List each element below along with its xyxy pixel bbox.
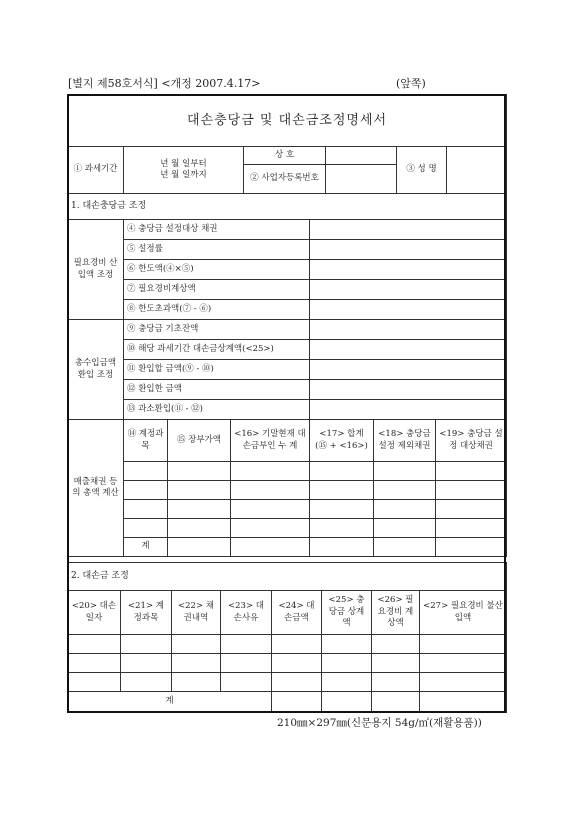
cell[interactable]	[272, 635, 322, 654]
cell[interactable]	[124, 500, 168, 519]
cell[interactable]	[221, 654, 272, 673]
cell[interactable]	[172, 635, 221, 654]
group3-header: <18> 충당금설정 제외채권	[374, 420, 436, 462]
cell[interactable]	[310, 481, 374, 500]
section2-title: 2. 대손금 조정	[68, 563, 507, 591]
cell[interactable]	[168, 519, 231, 538]
cell[interactable]	[172, 673, 221, 692]
section2-header: <22> 채권내역	[172, 591, 221, 635]
group1-value[interactable]	[310, 280, 507, 300]
group3-header: ⑮ 장부가액	[168, 420, 231, 462]
period-to: 년 월 일까지	[160, 170, 207, 180]
cell[interactable]	[372, 654, 420, 673]
cell[interactable]	[372, 673, 420, 692]
table-row	[68, 481, 507, 500]
reg-no-label: ② 사업자등록번호	[244, 165, 326, 194]
cell[interactable]	[436, 519, 507, 538]
cell[interactable]	[310, 462, 374, 481]
group2-value[interactable]	[310, 400, 507, 420]
cell[interactable]	[322, 654, 372, 673]
cell[interactable]	[420, 673, 507, 692]
group2-value[interactable]	[310, 320, 507, 340]
group2-item: ⑬ 과소환입(⑪ - ⑫)	[124, 400, 310, 420]
group1-item: ④ 충당금 설정대상 채권	[124, 220, 310, 240]
group1-value[interactable]	[310, 260, 507, 280]
cell[interactable]	[124, 519, 168, 538]
cell[interactable]	[272, 673, 322, 692]
table-row	[68, 519, 507, 538]
group2-label: 총수입금액 환입 조정	[68, 320, 124, 420]
group2-value[interactable]	[310, 360, 507, 380]
company-name-value[interactable]	[326, 147, 397, 165]
group2-item: ⑫ 환입한 금액	[124, 380, 310, 400]
cell[interactable]	[68, 673, 121, 692]
group3-header: <19> 충당금 설정 대상채권	[436, 420, 507, 462]
period-from: 년 월 일부터	[160, 158, 207, 169]
cell[interactable]	[436, 538, 507, 557]
cell[interactable]	[168, 481, 231, 500]
reg-no-value[interactable]	[326, 165, 397, 194]
cell[interactable]	[172, 654, 221, 673]
section2-header: <21> 계정과목	[121, 591, 172, 635]
period-label: ① 과세기간	[68, 147, 124, 194]
group1-item: ⑥ 한도액(④×⑤)	[124, 260, 310, 280]
group1-item: ⑧ 한도초과액(⑦ - ⑥)	[124, 300, 310, 320]
cell[interactable]	[436, 500, 507, 519]
cell[interactable]	[374, 481, 436, 500]
cell[interactable]	[374, 462, 436, 481]
name-label: ③ 성 명	[397, 147, 447, 194]
section2-header: <23> 대손사유	[221, 591, 272, 635]
total-label: 계	[124, 538, 168, 557]
company-name-label: 상 호	[244, 147, 326, 165]
group2-value[interactable]	[310, 340, 507, 360]
cell[interactable]	[68, 635, 121, 654]
cell[interactable]	[374, 500, 436, 519]
cell[interactable]	[310, 519, 374, 538]
cell[interactable]	[374, 519, 436, 538]
page-side-label: (앞쪽)	[396, 77, 426, 90]
cell[interactable]	[231, 500, 310, 519]
group3-header: ⑭ 계정과목	[124, 420, 168, 462]
total-row	[68, 692, 507, 713]
group1-item: ⑦ 필요경비계상액	[124, 280, 310, 300]
cell[interactable]	[124, 481, 168, 500]
table-row	[68, 635, 507, 654]
cell[interactable]	[168, 462, 231, 481]
table-row	[68, 673, 507, 692]
cell[interactable]	[436, 462, 507, 481]
section1-table	[67, 193, 507, 557]
period-dates	[124, 147, 244, 194]
cell[interactable]	[221, 673, 272, 692]
cell[interactable]	[420, 635, 507, 654]
cell[interactable]	[322, 692, 372, 713]
cell[interactable]	[374, 538, 436, 557]
total-row	[68, 538, 507, 557]
cell[interactable]	[68, 654, 121, 673]
section2-header: <24> 대손금액	[272, 591, 322, 635]
section2-header: <25> 충당금 상계액	[322, 591, 372, 635]
cell[interactable]	[121, 635, 172, 654]
top-table	[67, 94, 507, 194]
group1-value[interactable]	[310, 300, 507, 320]
cell[interactable]	[322, 673, 372, 692]
cell[interactable]	[168, 538, 231, 557]
cell[interactable]	[322, 635, 372, 654]
cell[interactable]	[124, 462, 168, 481]
cell[interactable]	[310, 500, 374, 519]
group2-item: ⑩ 해당 과세기간 대손금상계액(<25>)	[124, 340, 310, 360]
group3-header: <17> 합계 (⑮ + <16>)	[310, 420, 374, 462]
group1-item: ⑤ 설정률	[124, 240, 310, 260]
cell[interactable]	[168, 500, 231, 519]
group1-value[interactable]	[310, 220, 507, 240]
table-row	[68, 462, 507, 481]
group1-value[interactable]	[310, 240, 507, 260]
group3-label: 매출채권 등의 총액 계산	[68, 420, 124, 557]
cell[interactable]	[272, 692, 322, 713]
cell[interactable]	[420, 692, 507, 713]
cell[interactable]	[231, 538, 310, 557]
section2-table	[67, 562, 507, 713]
group2-value[interactable]	[310, 380, 507, 400]
group1-label: 필요경비 산입액 조정	[68, 220, 124, 320]
group3-header: <16> 기말현재 대손금부인 누 계	[231, 420, 310, 462]
table-row	[68, 654, 507, 673]
cell[interactable]	[310, 538, 374, 557]
cell[interactable]	[231, 519, 310, 538]
cell[interactable]	[420, 654, 507, 673]
name-value[interactable]	[447, 147, 507, 194]
group2-item: ⑨ 충당금 기초잔액	[124, 320, 310, 340]
section2-header: <27> 필요경비 불산입액	[420, 591, 507, 635]
section2-header: <20> 대손일자	[68, 591, 121, 635]
cell[interactable]	[436, 481, 507, 500]
section1-title: 1. 대손충당금 조정	[68, 194, 507, 220]
total-label: 계	[68, 692, 272, 713]
form-title: 대손충당금 및 대손금조정명세서	[68, 95, 507, 147]
cell[interactable]	[231, 462, 310, 481]
section2-header: <26> 필요경비 계상액	[372, 591, 420, 635]
cell[interactable]	[372, 635, 420, 654]
cell[interactable]	[372, 692, 420, 713]
cell[interactable]	[272, 654, 322, 673]
cell[interactable]	[121, 654, 172, 673]
cell[interactable]	[121, 673, 172, 692]
cell[interactable]	[231, 481, 310, 500]
table-row	[68, 500, 507, 519]
paper-spec: 210㎜×297㎜(신문용지 54g/㎡(재활용품))	[277, 717, 482, 729]
group2-item: ⑪ 환입할 금액(⑨ - ⑩)	[124, 360, 310, 380]
form-number: [별지 제58호서식] <개정 2007.4.17>	[68, 77, 261, 90]
cell[interactable]	[221, 635, 272, 654]
